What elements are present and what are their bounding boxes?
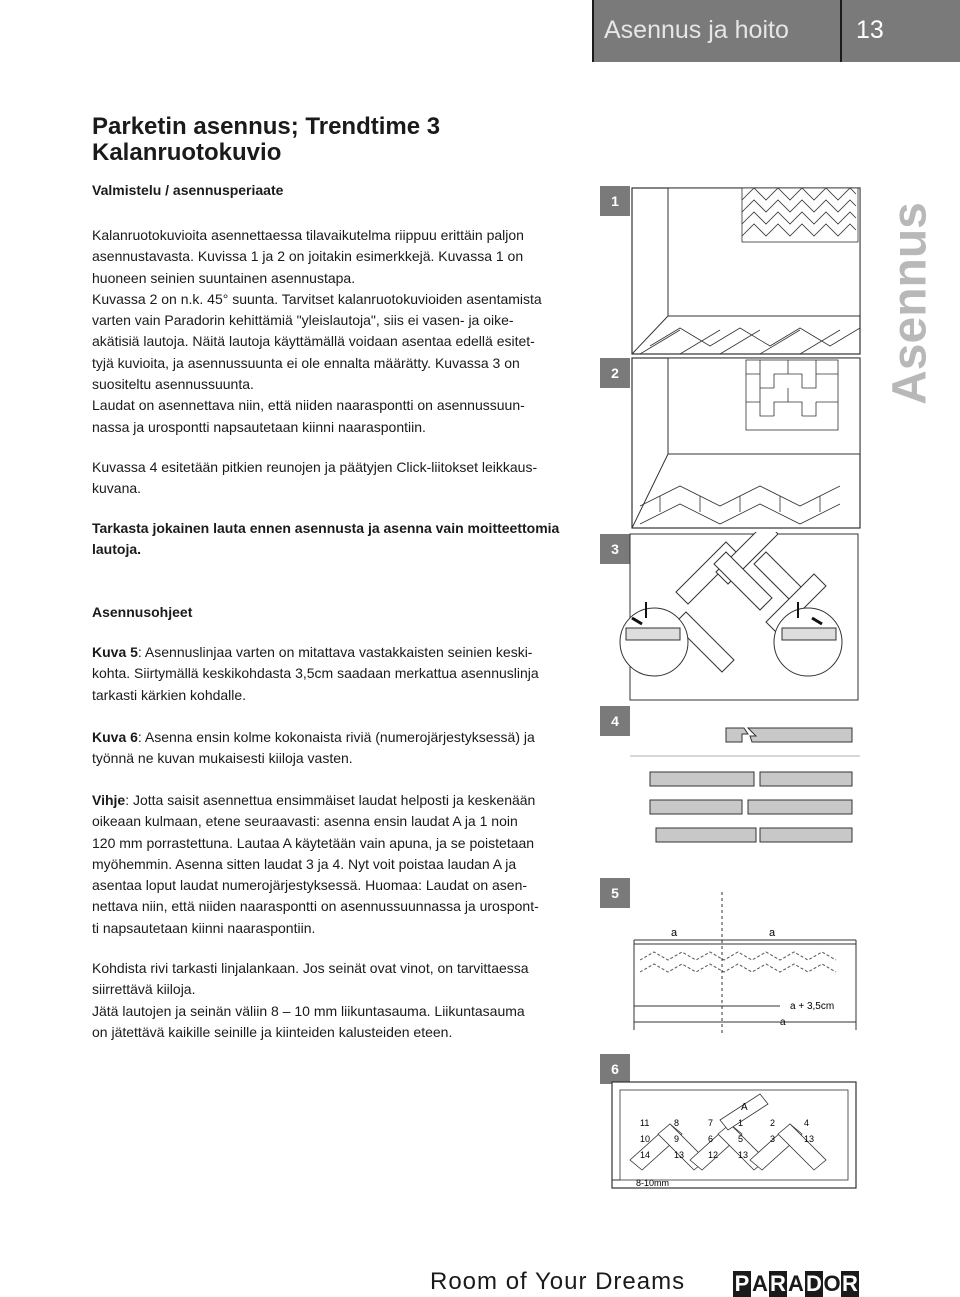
fig6-num: 1 <box>738 1118 744 1128</box>
fig6-num: 9 <box>674 1134 680 1144</box>
figure-1-badge: 1 <box>600 186 630 216</box>
figure-3-badge: 3 <box>600 534 630 564</box>
final-line: Jätä lautojen ja seinän väliin 8 – 10 mm liikuntasauma. Liikuntasauma <box>92 1002 525 1019</box>
intro-line: suositeltu asennussuunta. <box>92 376 254 393</box>
fig6-num: 6 <box>708 1134 714 1144</box>
intro-line: Laudat on asennettava niin, että niiden naaraspontti on asennussuun- <box>92 397 525 414</box>
side-label-text: Asennus <box>883 202 937 405</box>
section-title: Asennus ja hoito <box>604 16 789 44</box>
brand-letter: P <box>734 1271 750 1296</box>
tip-line: myöhemmin. Asenna sitten laudat 3 ja 4. Nyt voit poistaa laudan A ja <box>92 855 517 872</box>
tip-line: asentaa loput laudat numerojärjestyksessä. Huomaa: Laudat on asen- <box>92 877 528 894</box>
figure-2-room-45-degree <box>630 356 862 532</box>
fig5-label-a-left: a <box>670 927 678 939</box>
fig5-label-a-bottom: a <box>780 1017 786 1028</box>
fig5-label-a-right: a <box>768 927 776 939</box>
brand-letter: A <box>788 1271 804 1296</box>
side-section-label <box>880 186 940 426</box>
kuva5-paragraph <box>92 642 592 706</box>
warning-line: lautoja. <box>92 541 142 558</box>
subheading-preparation: Valmistelu / asennusperiaate <box>92 182 284 198</box>
click-line: kuvana. <box>92 480 142 497</box>
kuva6-paragraph <box>92 727 592 770</box>
footer-tagline: Room of Your Dreams <box>430 1268 686 1295</box>
warning-paragraph <box>92 518 592 561</box>
tip-line: oikeaan kulmaan, etene seuraavasti: asenna ensin laudat A ja 1 noin <box>92 813 518 830</box>
brand-letter: O <box>823 1271 841 1296</box>
fig6-num: 14 <box>640 1150 651 1160</box>
intro-paragraph <box>92 225 592 438</box>
page-title <box>92 114 572 166</box>
final-line: siirrettävä kiiloja. <box>92 981 196 998</box>
intro-line: huoneen seinien suuntainen asennustapa. <box>92 269 356 286</box>
final-paragraph <box>92 958 592 1043</box>
final-line: on jätettävä kaikille seinille ja kiinteiden kalusteiden eteen. <box>92 1023 453 1040</box>
figure-3-install-direction <box>616 532 860 702</box>
kuva6-line: työnnä ne kuvan mukaisesti kiiloja vasten. <box>92 750 353 767</box>
figure-6-first-rows-with-wedges <box>610 1080 860 1200</box>
figure-1-room-parallel <box>630 186 862 356</box>
fig6-num: 3 <box>770 1134 776 1144</box>
tip-label: Vihje <box>92 792 126 808</box>
intro-line: Kalanruotokuvioita asennettaessa tilavaikutelma riippuu erittäin paljon <box>92 227 524 243</box>
brand-letter: R <box>770 1271 786 1296</box>
brand-letter: R <box>842 1271 858 1296</box>
click-line: Kuvassa 4 esitetään pitkien reunojen ja päätyjen Click-liitokset leikkaus- <box>92 459 538 475</box>
tip-line: nettava niin, että niiden naaraspontti on asennussuunnassa ja urospont- <box>92 898 539 915</box>
fig6-num: 13 <box>804 1134 815 1144</box>
brand-logo <box>733 1271 859 1297</box>
brand-letter: A <box>752 1271 768 1296</box>
kuva5-line: : Asennuslinjaa varten on mitattava vastakkaisten seinien keski- <box>137 644 533 660</box>
fig6-num: 10 <box>640 1134 651 1144</box>
brand-letter: D <box>806 1271 822 1296</box>
fig5-label-offset: a + 3,5cm <box>790 1001 835 1012</box>
intro-line: tyjä kuvioita, ja asennussuunta ei ole ennalta määrätty. Kuvassa 3 on <box>92 354 520 371</box>
fig6-num: 7 <box>708 1118 714 1128</box>
kuva6-line: : Asenna ensin kolme kokonaista riviä (numerojärjestyksessä) ja <box>137 729 535 745</box>
kuva5-label: Kuva 5 <box>92 644 138 660</box>
fig6-num: 13 <box>738 1150 749 1160</box>
title-line-2: Kalanruotokuvio <box>92 139 282 166</box>
figure-6-badge: 6 <box>600 1054 630 1084</box>
kuva5-line: kohta. Siirtymällä keskikohdasta 3,5cm saadaan merkattua asennuslinja <box>92 665 539 682</box>
tip-line: ti napsautetaan kiinni naaraspontiin. <box>92 919 316 936</box>
tip-paragraph <box>92 790 592 939</box>
fig6-num: 12 <box>708 1150 719 1160</box>
fig6-num: 8 <box>674 1118 680 1128</box>
figure-5-measure-centerline <box>630 888 860 1038</box>
title-line-1: Parketin asennus; Trendtime 3 <box>92 113 441 140</box>
header-divider <box>840 0 842 62</box>
fig6-num: 5 <box>738 1134 744 1144</box>
intro-line: akätisiä lautoja. Näitä lautoja käyttämällä voidaan asentaa edellä esitet- <box>92 333 535 350</box>
figure-4-click-joint-sections <box>630 722 860 862</box>
header-tab <box>592 0 960 62</box>
intro-line: Kuvassa 2 on n.k. 45° suunta. Tarvitset kalanruotokuvioiden asentamista <box>92 290 542 307</box>
fig6-board-a: A <box>741 1102 748 1113</box>
tip-line: : Jotta saisit asennettua ensimmäiset laudat helposti ja keskenään <box>125 792 536 808</box>
fig6-num: 4 <box>804 1118 810 1128</box>
kuva5-line: tarkasti kärkien kohdalle. <box>92 686 247 703</box>
fig6-num: 13 <box>674 1150 685 1160</box>
intro-line: nassa ja urospontti napsautetaan kiinni naaraspontiin. <box>92 418 426 435</box>
page-number: 13 <box>856 16 884 44</box>
click-paragraph <box>92 457 592 500</box>
subheading-instructions: Asennusohjeet <box>92 604 193 620</box>
kuva6-label: Kuva 6 <box>92 729 138 745</box>
figure-5-badge: 5 <box>600 878 630 908</box>
warning-line: Tarkasta jokainen lauta ennen asennusta ja asenna vain moitteettomia <box>92 520 560 536</box>
tip-line: 120 mm porrastettuna. Lautaa A käytetään vain apuna, ja se poistetaan <box>92 834 535 851</box>
figure-4-badge: 4 <box>600 706 630 736</box>
fig6-num: 11 <box>640 1118 650 1128</box>
fig6-num: 2 <box>770 1118 776 1128</box>
figure-2-badge: 2 <box>600 358 630 388</box>
intro-line: varten vain Paradorin kehittämiä "yleislautoja", siis ei vasen- ja oike- <box>92 312 514 329</box>
fig6-gap-label: 8-10mm <box>636 1178 670 1188</box>
intro-line: asennustavasta. Kuvissa 1 ja 2 on joitakin esimerkkejä. Kuvassa 1 on <box>92 248 524 265</box>
final-line: Kohdista rivi tarkasti linjalankaan. Jos seinät ovat vinot, on tarvittaessa <box>92 960 529 976</box>
